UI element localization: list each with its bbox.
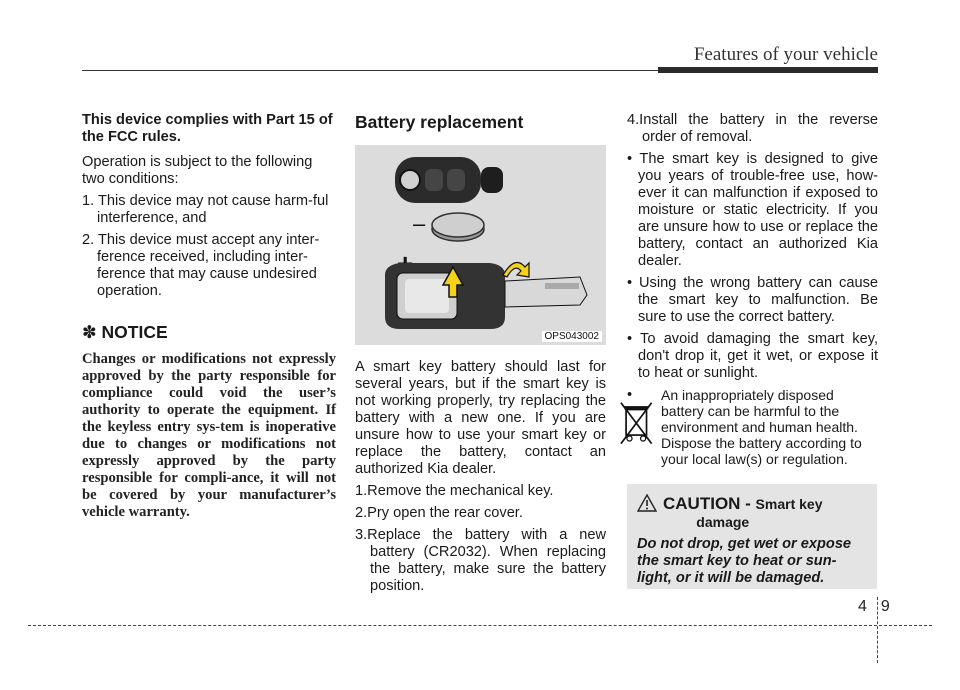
caution-subtitle-line2: damage xyxy=(696,514,750,530)
notice-title: ✽ NOTICE xyxy=(82,322,168,342)
disposal-note xyxy=(627,387,878,467)
smart-key-battery-figure xyxy=(355,145,606,345)
left-column xyxy=(82,112,336,521)
middle-column xyxy=(355,112,606,595)
minus-sign-icon: – xyxy=(413,211,426,236)
condition-item: 2. This device must accept any inter-ference received, including inter-ference that may cause undesired operation. xyxy=(82,232,320,299)
page-number-value: 9 xyxy=(880,598,890,615)
battery-intro: A smart key battery should last for several years, but if the smart key is not working properly, try replacing the battery with a new one. If you are unsure how to use your smart key or replace the battery, contact an authorized Kia dealer. xyxy=(355,359,606,477)
crossed-bin-icon xyxy=(619,401,657,447)
section-number: 4 xyxy=(858,598,867,615)
section-title: Battery replacement xyxy=(355,112,524,132)
fcc-title: This device complies with Part 15 of the FCC rules. xyxy=(82,112,333,145)
notice-body: Changes or modifications not expressly approved by the party responsible for compliance could void the user’s authority to operate the equipment. If the keyless entry sys-tem is inoperative due to changes or modifications not expressly approved by the party responsible for compli-ance, it will not be covered by your manufacturer’s vehicle warranty. xyxy=(82,351,336,520)
bullet-item: • The smart key is designed to give you years of trouble-free use, how-ever it can malfunction if exposed to moisture or static electricity. If you are unsure how to use or replace the battery, contact an authorized Kia dealer. xyxy=(627,151,878,269)
page-number-separator xyxy=(877,597,878,663)
footer-rule xyxy=(28,625,932,626)
disposal-text: An inappropriately disposed battery can be harmful to the environment and human health. Dispose the battery according to your local law(s) or regulation. xyxy=(661,387,862,467)
header-title: Features of your vehicle xyxy=(693,44,878,65)
right-column xyxy=(627,112,878,467)
bullet-item: • Using the wrong battery can cause the smart key to malfunction. Be sure to use the correct battery. xyxy=(627,275,878,325)
smart-key-illustration xyxy=(355,145,606,345)
bullet-item: • To avoid damaging the smart key, don't drop it, get it wet, or expose it to heat or sunlight. xyxy=(627,331,878,381)
mechanical-key xyxy=(505,277,587,307)
step-item: 1.Remove the mechanical key. xyxy=(355,483,554,499)
header-rule-accent xyxy=(658,67,878,73)
step-item: 2.Pry open the rear cover. xyxy=(355,505,523,521)
caution-box xyxy=(627,484,877,589)
lock-button-icon xyxy=(400,170,420,190)
pry-arrow-icon xyxy=(503,263,529,278)
caution-subtitle: Smart key xyxy=(755,496,823,512)
caution-title: CAUTION - xyxy=(663,494,756,513)
figure-code: OPS043002 xyxy=(542,331,603,342)
operation-text: Operation is subject to the following two conditions: xyxy=(82,154,313,187)
caution-body: Do not drop, get wet or expose the smart key to heat or sun-light, or it will be damaged. xyxy=(637,536,852,586)
page-number xyxy=(858,598,890,616)
bullet-mark: • xyxy=(627,387,633,403)
condition-item: 1. This device may not cause harm-ful interference, and xyxy=(82,193,329,226)
step-item: 4.Install the battery in the reverse order of removal. xyxy=(627,112,878,145)
warning-triangle-icon xyxy=(637,494,657,512)
step-item: 3.Replace the battery with a new battery (CR2032). When replacing the battery, make sure the battery position. xyxy=(355,527,606,594)
